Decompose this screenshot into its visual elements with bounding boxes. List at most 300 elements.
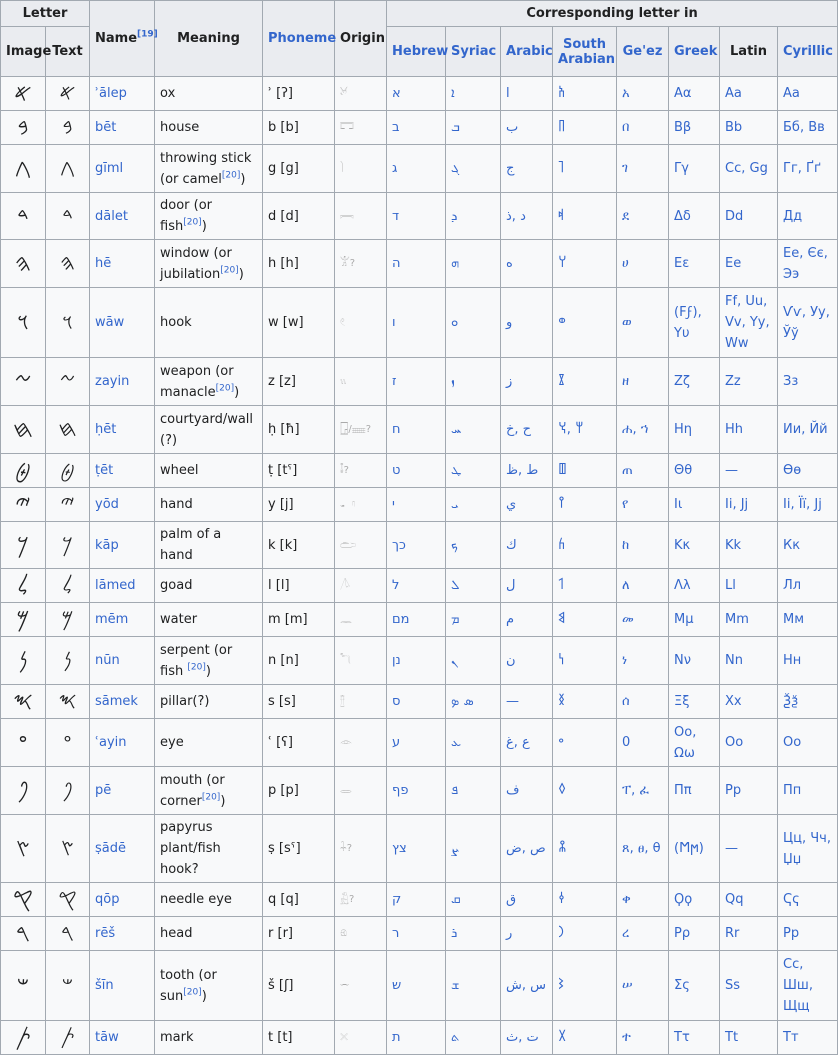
south-arabian-letter-link[interactable]: 𐩵 [553,193,617,240]
south-arabian-letter-link[interactable]: 𐩴 [553,145,617,193]
letter-text-cell: 𐤍 [46,637,90,685]
header-geez[interactable]: Ge'ez [617,27,669,77]
latin-letter-link[interactable]: Ii, Jj [720,488,778,522]
greek-letter-link[interactable]: (Ϻϻ) [669,815,720,883]
cyrillic-letter-link[interactable]: Бб, Вв [778,111,838,145]
latin-letter-link[interactable]: Ee [720,240,778,288]
meaning-ref[interactable]: [20] [183,217,202,228]
greek-letter-link[interactable]: Λλ [669,569,720,603]
origin-hieroglyph-cell: 𓊽 [335,685,387,719]
cyrillic-letter-link[interactable]: Кк [778,522,838,569]
greek-letter-link[interactable]: Ππ [669,767,720,815]
greek-letter-link[interactable]: Ββ [669,111,720,145]
latin-letter-link[interactable]: Oo [720,719,778,767]
greek-letter-link[interactable]: (Ϝϝ), Υυ [669,288,720,358]
greek-letter-link[interactable]: Ζζ [669,358,720,406]
phoneme-cell: p [p] [263,767,335,815]
south-arabian-letter-link[interactable]: 𐩲 [553,719,617,767]
table-row [1,145,838,193]
arabic-letter-link[interactable]: ص ,ض [501,815,553,883]
syriac-letter-link[interactable]: ܙ [446,358,501,406]
cyrillic-letter-link[interactable]: Мм [778,603,838,637]
latin-letter-link[interactable]: Dd [720,193,778,240]
table-row [1,454,838,488]
geez-letter-link[interactable]: ዘ [617,358,669,406]
greek-letter-link[interactable]: Κκ [669,522,720,569]
meaning-cell [155,815,263,883]
cyrillic-letter-link[interactable]: Іі, Її, Јј [778,488,838,522]
south-arabian-letter-link[interactable]: 𐩬 [553,637,617,685]
hebrew-letter-link[interactable]: ו [387,288,446,358]
meaning-text: throwing stick (or camel [160,150,252,187]
south-arabian-letter-link[interactable]: 𐩥 [553,288,617,358]
letter-name-link[interactable]: qōp [90,883,155,917]
arabic-letter-link[interactable]: ح ,خ [501,406,553,454]
south-arabian-letter-link[interactable]: 𐩱 [553,77,617,111]
greek-letter-link[interactable]: Γγ [669,145,720,193]
hebrew-letter-link[interactable]: ד [387,193,446,240]
header-letter: Letter [1,1,90,27]
cyrillic-letter-link[interactable]: Гг, Ґґ [778,145,838,193]
syriac-letter-link[interactable]: ܘ [446,288,501,358]
phoneme-cell: w [w] [263,288,335,358]
letter-image-cell: 𐤎 [1,685,46,719]
south-arabian-letter-link[interactable]: 𐩣 [553,603,617,637]
cyrillic-letter-link[interactable]: Дд [778,193,838,240]
syriac-letter-link[interactable]: ܫ [446,951,501,1021]
geez-letter-link[interactable]: ረ [617,917,669,951]
letter-image-cell: 𐤆 [1,358,46,406]
latin-letter-link[interactable]: Nn [720,637,778,685]
origin-hieroglyph-cell: 𓂧 [335,522,387,569]
phoneme-cell: š [ʃ] [263,951,335,1021]
latin-letter-link[interactable]: Ff, Uu, Vv, Yy, Ww [720,288,778,358]
arabic-letter-link[interactable]: ك [501,522,553,569]
south-arabian-letter-link[interactable]: 𐩠 [553,240,617,288]
syriac-letter-link[interactable]: ܓ [446,145,501,193]
letter-image-cell: 𐤍 [1,637,46,685]
meaning-text: water [160,612,198,627]
origin-hieroglyph-cell: 𓁹 [335,719,387,767]
geez-letter-link[interactable]: ተ [617,1021,669,1055]
letter-name-link[interactable]: rēš [90,917,155,951]
header-syriac[interactable]: Syriac [446,27,501,77]
greek-letter-link[interactable]: Ιι [669,488,720,522]
cyrillic-letter-link[interactable]: Нн [778,637,838,685]
hebrew-letter-link[interactable]: ס [387,685,446,719]
latin-letter-link[interactable]: Bb [720,111,778,145]
origin-hieroglyph-cell: 𓏴 [335,1021,387,1055]
letter-name-link[interactable]: lāmed [90,569,155,603]
south-arabian-letter-link[interactable]: 𐩫 [553,522,617,569]
letter-name-link[interactable]: nūn [90,637,155,685]
cyrillic-letter-link[interactable]: Ѳѳ [778,454,838,488]
letter-image-cell: 𐤉 [1,488,46,522]
geez-letter-link[interactable]: ገ [617,145,669,193]
hebrew-letter-link[interactable]: ע [387,719,446,767]
greek-letter-link[interactable]: Δδ [669,193,720,240]
arabic-letter-link[interactable]: ق [501,883,553,917]
origin-hieroglyph-cell: 𓈖 [335,603,387,637]
syriac-letter-link[interactable]: ܒ [446,111,501,145]
phoneme-cell: ʾ [ʔ] [263,77,335,111]
cyrillic-letter-link[interactable]: Аа [778,77,838,111]
phoneme-cell: r [r] [263,917,335,951]
header-latin: Latin [720,27,778,77]
arabic-letter-link[interactable]: ج [501,145,553,193]
letter-text-cell: 𐤀 [46,77,90,111]
arabic-letter-link[interactable]: و [501,288,553,358]
arabic-letter-link[interactable]: ن [501,637,553,685]
latin-letter-link[interactable]: Pp [720,767,778,815]
meaning-cell [155,145,263,193]
meaning-cell [155,603,263,637]
hebrew-letter-link[interactable]: ת [387,1021,446,1055]
latin-letter-link[interactable]: Qq [720,883,778,917]
geez-letter-link[interactable]: ቀ [617,883,669,917]
meaning-text: eye [160,735,184,750]
header-phoneme[interactable]: Phoneme [263,1,335,77]
meaning-text: courtyard/wall (?) [160,411,254,448]
hebrew-letter-link[interactable]: ל [387,569,446,603]
geez-letter-link[interactable]: 0 [617,719,669,767]
letter-name-link[interactable]: gīml [90,145,155,193]
header-text: Text [46,27,90,77]
geez-letter-link[interactable]: ለ [617,569,669,603]
meaning-text: door (or fish [160,198,213,234]
meaning-text: needle eye [160,892,232,907]
latin-letter-link[interactable]: — [720,815,778,883]
hebrew-letter-link[interactable]: י [387,488,446,522]
south-arabian-letter-link[interactable]: 𐩸 [553,358,617,406]
table-body [1,77,838,1055]
letter-name-link[interactable]: pē [90,767,155,815]
meaning-text: weapon (or manacle [160,363,234,400]
meaning-text: mouth (or corner [160,772,225,809]
hebrew-letter-link[interactable]: ז [387,358,446,406]
letter-text-cell: 𐤒 [46,883,90,917]
south-arabian-letter-link[interactable]: 𐩨 [553,111,617,145]
greek-letter-link[interactable]: Ηη [669,406,720,454]
arabic-letter-link[interactable]: ف [501,767,553,815]
letter-image-cell: 𐤋 [1,569,46,603]
table-row [1,240,838,288]
meaning-ref[interactable]: [20] [220,265,239,276]
syriac-letter-link[interactable]: ܛ [446,454,501,488]
phoneme-cell: ṭ [tˤ] [263,454,335,488]
meaning-ref[interactable]: [20] [187,662,206,673]
latin-letter-link[interactable]: Rr [720,917,778,951]
letter-image-cell: 𐤇 [1,406,46,454]
header-name[interactable] [90,1,158,77]
latin-letter-link[interactable]: Zz [720,358,778,406]
meaning-tail: ) [238,266,244,282]
letter-name-link[interactable]: zayin [90,358,155,406]
south-arabian-letter-link[interactable]: 𐩢 ,𐩭 [553,406,617,454]
arabic-letter-link[interactable]: ط ,ظ [501,454,553,488]
arabic-letter-link[interactable]: د ,ذ [501,193,553,240]
header-arabic[interactable]: Arabic [501,27,553,77]
greek-letter-link[interactable]: Θθ [669,454,720,488]
meaning-text: ox [160,86,176,101]
meaning-tail: ) [240,171,246,187]
syriac-letter-link[interactable]: ܦ [446,767,501,815]
meaning-ref[interactable]: [20] [183,987,202,998]
meaning-tail: ) [201,219,207,234]
meaning-cell [155,767,263,815]
arabic-letter-link[interactable]: ر [501,917,553,951]
cyrillic-letter-link[interactable]: Ее, Єє, Ээ [778,240,838,288]
phoneme-cell: t [t] [263,1021,335,1055]
geez-letter-link[interactable]: ፐ, ፈ [617,767,669,815]
geez-letter-link[interactable]: ጸ, ፀ, θ [617,815,669,883]
arabic-letter-link[interactable]: ب [501,111,553,145]
hebrew-letter-link[interactable]: ר [387,917,446,951]
arabic-letter-link[interactable]: ا [501,77,553,111]
greek-letter-link[interactable]: Εε [669,240,720,288]
meaning-ref[interactable]: [20] [215,383,235,394]
syriac-letter-link[interactable]: ܗ [446,240,501,288]
table-row [1,637,838,685]
letter-name-link[interactable]: yōd [90,488,155,522]
syriac-letter-link[interactable]: ܠ [446,569,501,603]
syriac-letter-link[interactable]: ܐ [446,77,501,111]
cyrillic-letter-link[interactable]: Зз [778,358,838,406]
latin-letter-link[interactable]: Kk [720,522,778,569]
letter-name-link[interactable]: šīn [90,951,155,1021]
geez-letter-link[interactable]: ሰ [617,685,669,719]
header-name-ref[interactable]: [19] [137,29,158,40]
greek-letter-link[interactable]: Μμ [669,603,720,637]
south-arabian-letter-link[interactable]: 𐩯 [553,685,617,719]
table-row [1,719,838,767]
hebrew-letter-link[interactable]: צץ [387,815,446,883]
south-arabian-letter-link[interactable]: 𐩩 [553,1021,617,1055]
south-arabian-letter-link[interactable]: 𐩮 [553,815,617,883]
arabic-letter-link[interactable]: ل [501,569,553,603]
letter-text-cell: 𐤋 [46,569,90,603]
letter-image-cell: 𐤏 [1,719,46,767]
table-row [1,951,838,1021]
meaning-cell [155,488,263,522]
south-arabian-letter-link[interactable]: 𐩧 [553,917,617,951]
letter-text-cell: 𐤏 [46,719,90,767]
greek-letter-link[interactable]: Νν [669,637,720,685]
cyrillic-letter-link[interactable]: Ѵѵ, Уу, Ўў [778,288,838,358]
hebrew-letter-link[interactable]: ח [387,406,446,454]
hebrew-letter-link[interactable]: נן [387,637,446,685]
syriac-letter-link[interactable]: ܩ [446,883,501,917]
latin-letter-link[interactable]: Tt [720,1021,778,1055]
header-image: Image [1,27,46,77]
syriac-letter-link[interactable]: ܟ [446,522,501,569]
letter-name-link[interactable]: ḥēt [90,406,155,454]
letter-text-cell: 𐤈 [46,454,90,488]
arabic-letter-link[interactable]: — [501,685,553,719]
geez-letter-link[interactable]: ሀ [617,240,669,288]
header-cyrillic[interactable]: Cyrillic [778,27,838,77]
greek-letter-link[interactable]: Αα [669,77,720,111]
meaning-cell [155,637,263,685]
syriac-letter-link[interactable]: ܥ [446,719,501,767]
arabic-letter-link[interactable]: ع ,غ [501,719,553,767]
greek-letter-link[interactable]: Οο, Ωω [669,719,720,767]
letter-text-cell: 𐤑 [46,815,90,883]
phoneme-cell: s [s] [263,685,335,719]
letter-name-link[interactable]: mēm [90,603,155,637]
hebrew-letter-link[interactable]: כך [387,522,446,569]
south-arabian-letter-link[interactable]: 𐩡 [553,569,617,603]
geez-letter-link[interactable]: ሐ, ኀ [617,406,669,454]
arabic-letter-link[interactable]: ي [501,488,553,522]
arabic-letter-link[interactable]: ت ,ث [501,1021,553,1055]
letter-name-link[interactable]: bēt [90,111,155,145]
letter-name-link[interactable]: kāp [90,522,155,569]
meaning-ref[interactable]: [20] [221,170,241,181]
geez-letter-link[interactable]: ነ [617,637,669,685]
hebrew-letter-link[interactable]: ט [387,454,446,488]
geez-letter-link[interactable]: ከ [617,522,669,569]
table-row [1,193,838,240]
syriac-letter-link[interactable]: ܢ [446,637,501,685]
syriac-letter-link[interactable]: ܨ [446,815,501,883]
cyrillic-letter-link[interactable]: Ѯѯ [778,685,838,719]
hebrew-letter-link[interactable]: ש [387,951,446,1021]
letter-name-link[interactable]: sāmek [90,685,155,719]
latin-letter-link[interactable]: Cc, Gg [720,145,778,193]
south-arabian-letter-link[interactable]: 𐩰 [553,767,617,815]
geez-letter-link[interactable]: ደ [617,193,669,240]
geez-letter-link[interactable]: ወ [617,288,669,358]
cyrillic-letter-link[interactable]: Рр [778,917,838,951]
syriac-letter-link[interactable]: ܬ [446,1021,501,1055]
letter-name-link[interactable]: hē [90,240,155,288]
latin-letter-link[interactable]: Ll [720,569,778,603]
letter-name-link[interactable]: ʿayin [90,719,155,767]
header-corresponding: Corresponding letter in [387,1,838,27]
arabic-letter-link[interactable]: ه [501,240,553,288]
meaning-tail: ) [220,793,226,809]
hebrew-letter-link[interactable]: פף [387,767,446,815]
cyrillic-letter-link[interactable]: Оо [778,719,838,767]
meaning-text: window (or jubilation [160,245,232,282]
origin-hieroglyph-cell: 𓃾 [335,77,387,111]
latin-letter-link[interactable]: Mm [720,603,778,637]
origin-hieroglyph-cell: 𓉐 [335,111,387,145]
letter-text-cell: 𐤆 [46,358,90,406]
hebrew-letter-link[interactable]: ג [387,145,446,193]
letter-image-cell: 𐤈 [1,454,46,488]
cyrillic-letter-link[interactable]: Лл [778,569,838,603]
south-arabian-letter-link[interactable]: 𐩤 [553,883,617,917]
header-greek[interactable]: Greek [669,27,720,77]
letter-name-link[interactable]: wāw [90,288,155,358]
letter-name-link[interactable]: tāw [90,1021,155,1055]
letter-name-link[interactable]: ṣādē [90,815,155,883]
latin-letter-link[interactable]: Xx [720,685,778,719]
geez-letter-link[interactable]: አ [617,77,669,111]
hebrew-letter-link[interactable]: ב [387,111,446,145]
origin-hieroglyph-cell: 𓏭 [335,358,387,406]
latin-letter-link[interactable]: Ss [720,951,778,1021]
arabic-letter-link[interactable]: م [501,603,553,637]
meaning-tail: ) [205,663,211,679]
table-row [1,488,838,522]
geez-letter-link[interactable]: ሠ [617,951,669,1021]
syriac-letter-link[interactable]: ܝ [446,488,501,522]
letter-image-cell: 𐤔 [1,951,46,1021]
greek-letter-link[interactable]: Ρρ [669,917,720,951]
hebrew-letter-link[interactable]: ה [387,240,446,288]
greek-letter-link[interactable]: Ττ [669,1021,720,1055]
table-row [1,77,838,111]
south-arabian-letter-link[interactable]: 𐩦 [553,951,617,1021]
syriac-letter-link[interactable]: ܕ [446,193,501,240]
cyrillic-letter-link[interactable]: Цц, Чч, Џџ [778,815,838,883]
cyrillic-letter-link[interactable]: Ҁҁ [778,883,838,917]
letter-name-link[interactable]: ṭēt [90,454,155,488]
letter-image-cell: 𐤅 [1,288,46,358]
hebrew-letter-link[interactable]: א [387,77,446,111]
letter-text-cell: 𐤁 [46,111,90,145]
south-arabian-letter-link[interactable]: 𐩺 [553,488,617,522]
syriac-letter-link[interactable]: ܣ ܤ [446,685,501,719]
syriac-letter-link[interactable]: ܡ [446,603,501,637]
greek-letter-link[interactable]: Σς [669,951,720,1021]
greek-letter-link[interactable]: Ϙϙ [669,883,720,917]
table-row [1,358,838,406]
cyrillic-letter-link[interactable]: Сс, Шш, Щщ [778,951,838,1021]
latin-letter-link[interactable]: — [720,454,778,488]
meaning-text: wheel [160,463,199,478]
header-south-arabian[interactable]: South Arabian [553,27,617,77]
hebrew-letter-link[interactable]: מם [387,603,446,637]
arabic-letter-link[interactable]: س ,ش [501,951,553,1021]
latin-letter-link[interactable]: Aa [720,77,778,111]
syriac-letter-link[interactable]: ܚ [446,406,501,454]
letter-image-cell: 𐤄 [1,240,46,288]
syriac-letter-link[interactable]: ܪ [446,917,501,951]
phoneme-cell: ʿ [ʕ] [263,719,335,767]
geez-letter-link[interactable]: ጠ [617,454,669,488]
letter-name-link[interactable]: dālet [90,193,155,240]
table-row [1,569,838,603]
meaning-cell [155,917,263,951]
meaning-tail: ) [234,384,240,400]
table-row [1,1021,838,1055]
origin-hieroglyph-cell: 𓂋 [335,767,387,815]
header-hebrew[interactable]: Hebrew [387,27,446,77]
geez-letter-link[interactable]: መ [617,603,669,637]
letter-text-cell: 𐤄 [46,240,90,288]
geez-letter-link[interactable]: በ [617,111,669,145]
cyrillic-letter-link[interactable]: Тт [778,1021,838,1055]
latin-letter-link[interactable]: Hh [720,406,778,454]
greek-letter-link[interactable]: Ξξ [669,685,720,719]
hebrew-letter-link[interactable]: ק [387,883,446,917]
meaning-cell [155,951,263,1021]
meaning-ref[interactable]: [20] [201,792,221,803]
header-origin: Origin [335,1,387,77]
cyrillic-letter-link[interactable]: Пп [778,767,838,815]
letter-image-cell: 𐤐 [1,767,46,815]
letter-name-link[interactable]: ʾālep [90,77,155,111]
geez-letter-link[interactable]: የ [617,488,669,522]
origin-hieroglyph-cell: 𓀠? [335,240,387,288]
arabic-letter-link[interactable]: ز [501,358,553,406]
cyrillic-letter-link[interactable]: Ии, Йй [778,406,838,454]
south-arabian-letter-link[interactable]: 𐩷 [553,454,617,488]
